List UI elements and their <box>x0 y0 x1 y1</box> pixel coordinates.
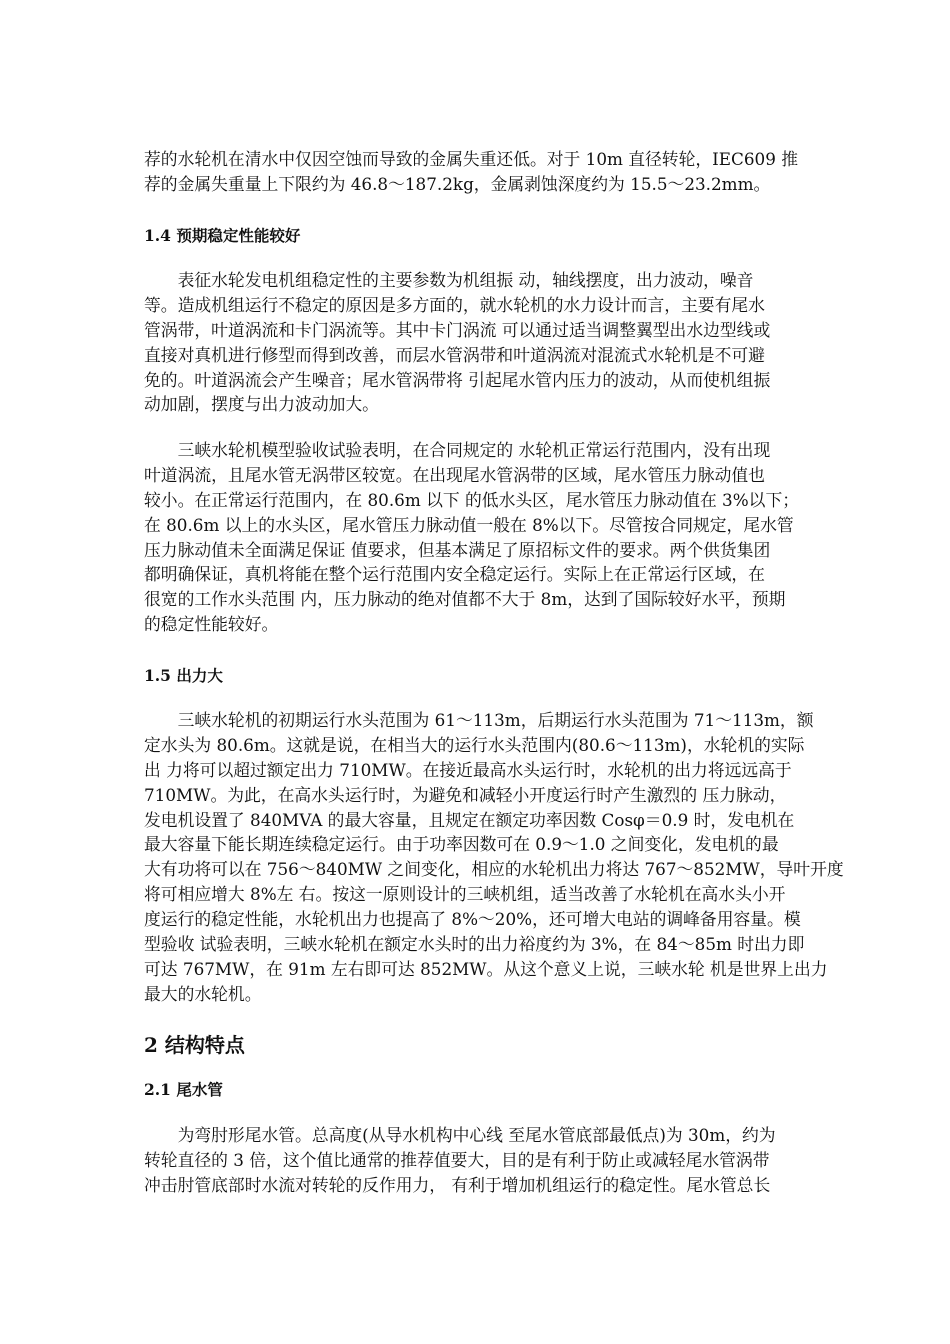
paragraph-stability-params <box>144 268 804 417</box>
text-line: 为弯肘形尾水管。总高度(从导水机构中心线 至尾水管底部最低点)为 30m，约为 <box>144 1125 776 1145</box>
text-line: 动加剧，摆度与出力波动加大。 <box>144 394 379 415</box>
paragraph-cavitation-end <box>144 147 804 197</box>
section-heading-2-1: 2.1 尾水管 <box>144 1080 223 1099</box>
text-line: 三峡水轮机的初期运行水头范围为 61～113m，后期运行水头范围为 71～113m，额 <box>144 710 814 730</box>
text-line: 压力脉动值未全面满足保证 值要求，但基本满足了原招标文件的要求。两个供货集团 <box>144 539 771 560</box>
section-heading-1-4: 1.4 预期稳定性能较好 <box>144 226 301 245</box>
text-line: 最大容量下能长期连续稳定运行。由于功率因数可在 0.9～1.0 之间变化，发电机的最 <box>144 834 779 855</box>
text-line: 可达 767MW，在 91m 左右即可达 852MW。从这个意义上说，三峡水轮 机是世界上出力 <box>144 958 828 979</box>
text-line: 度运行的稳定性能，水轮机出力也提高了 8%～20%，还可增大电站的调峰备用容量。模 <box>144 909 801 930</box>
text-line: 将可相应增大 8%左 右。按这一原则设计的三峡机组，适当改善了水轮机在高水头小开 <box>144 884 786 905</box>
text-line: 在 80.6m 以上的水头区，尾水管压力脉动值一般在 8%以下。尽管按合同规定，尾水管 <box>144 514 794 535</box>
text-line: 大有功将可以在 756～840MW 之间变化，相应的水轮机出力将达 767～852MW，导叶开度 <box>144 859 844 880</box>
text-line: 出 力将可以超过额定出力 710MW。在接近最高水头运行时，水轮机的出力将远远高于 <box>144 759 792 780</box>
text-line: 免的。叶道涡流会产生噪音；尾水管涡带将 引起尾水管内压力的波动，从而使机组振 <box>144 369 771 390</box>
text-line: 冲击肘管底部时水流对转轮的反作用力， 有利于增加机组运行的稳定性。尾水管总长 <box>144 1174 771 1195</box>
paragraph-draft-tube <box>144 1123 804 1198</box>
text-line: 叶道涡流，且尾水管无涡带区较宽。在出现尾水管涡带的区域，尾水管压力脉动值也 <box>144 464 765 485</box>
text-line: 都明确保证，真机将能在整个运行范围内安全稳定运行。实际上在正常运行区域，在 <box>144 564 765 585</box>
text-line: 直接对真机进行修型而得到改善，而层水管涡带和叶道涡流对混流式水轮机是不可避 <box>144 344 765 365</box>
text-line: 较小。在正常运行范围内，在 80.6m 以下 的低水头区，尾水管压力脉动值在 3%以下； <box>144 489 800 510</box>
paragraph-model-test <box>144 438 804 637</box>
text-line: 的稳定性能较好。 <box>144 614 279 635</box>
text-line: 最大的水轮机。 <box>144 983 262 1004</box>
text-line: 很宽的工作水头范围 内，压力脉动的绝对值都不大于 8m，达到了国际较好水平，预期 <box>144 589 786 610</box>
text-line: 型验收 试验表明，三峡水轮机在额定水头时的出力裕度约为 3%，在 84～85m 时出力即 <box>144 934 805 955</box>
paragraph-output <box>144 708 844 1007</box>
text-line: 等。造成机组运行不稳定的原因是多方面的，就水轮机的水力设计而言，主要有尾水 <box>144 294 765 315</box>
section-heading-1-5: 1.5 出力大 <box>144 666 223 685</box>
text-line: 管涡带，叶道涡流和卡门涡流等。其中卡门涡流 可以通过适当调整翼型出水边型线或 <box>144 319 771 340</box>
text-line: 定水头为 80.6m。这就是说，在相当大的运行水头范围内(80.6～113m)，水轮机的实际 <box>144 734 805 755</box>
text-line: 三峡水轮机模型验收试验表明，在合同规定的 水轮机正常运行范围内，没有出现 <box>144 440 771 460</box>
text-line: 荐的金属失重量上下限约为 46.8～187.2kg，金属剥蚀深度约为 15.5～23.2mm。 <box>144 173 771 194</box>
text-line: 转轮直径的 3 倍，这个值比通常的推荐值要大，目的是有利于防止或减轻尾水管涡带 <box>144 1149 770 1170</box>
text-line: 发电机设置了 840MVA 的最大容量，且规定在额定功率因数 Cosφ＝0.9 时，发电机在 <box>144 809 795 830</box>
text-line: 710MW。为此，在高水头运行时，为避免和减轻小开度运行时产生激烈的 压力脉动， <box>144 784 787 805</box>
section-heading-2: 2 结构特点 <box>144 1033 245 1057</box>
text-line: 荐的水轮机在清水中仅因空蚀而导致的金属失重还低。对于 10m 直径转轮，IEC609 推 <box>144 149 799 169</box>
text-line: 表征水轮发电机组稳定性的主要参数为机组振 动，轴线摆度，出力波动，噪音 <box>144 270 754 290</box>
